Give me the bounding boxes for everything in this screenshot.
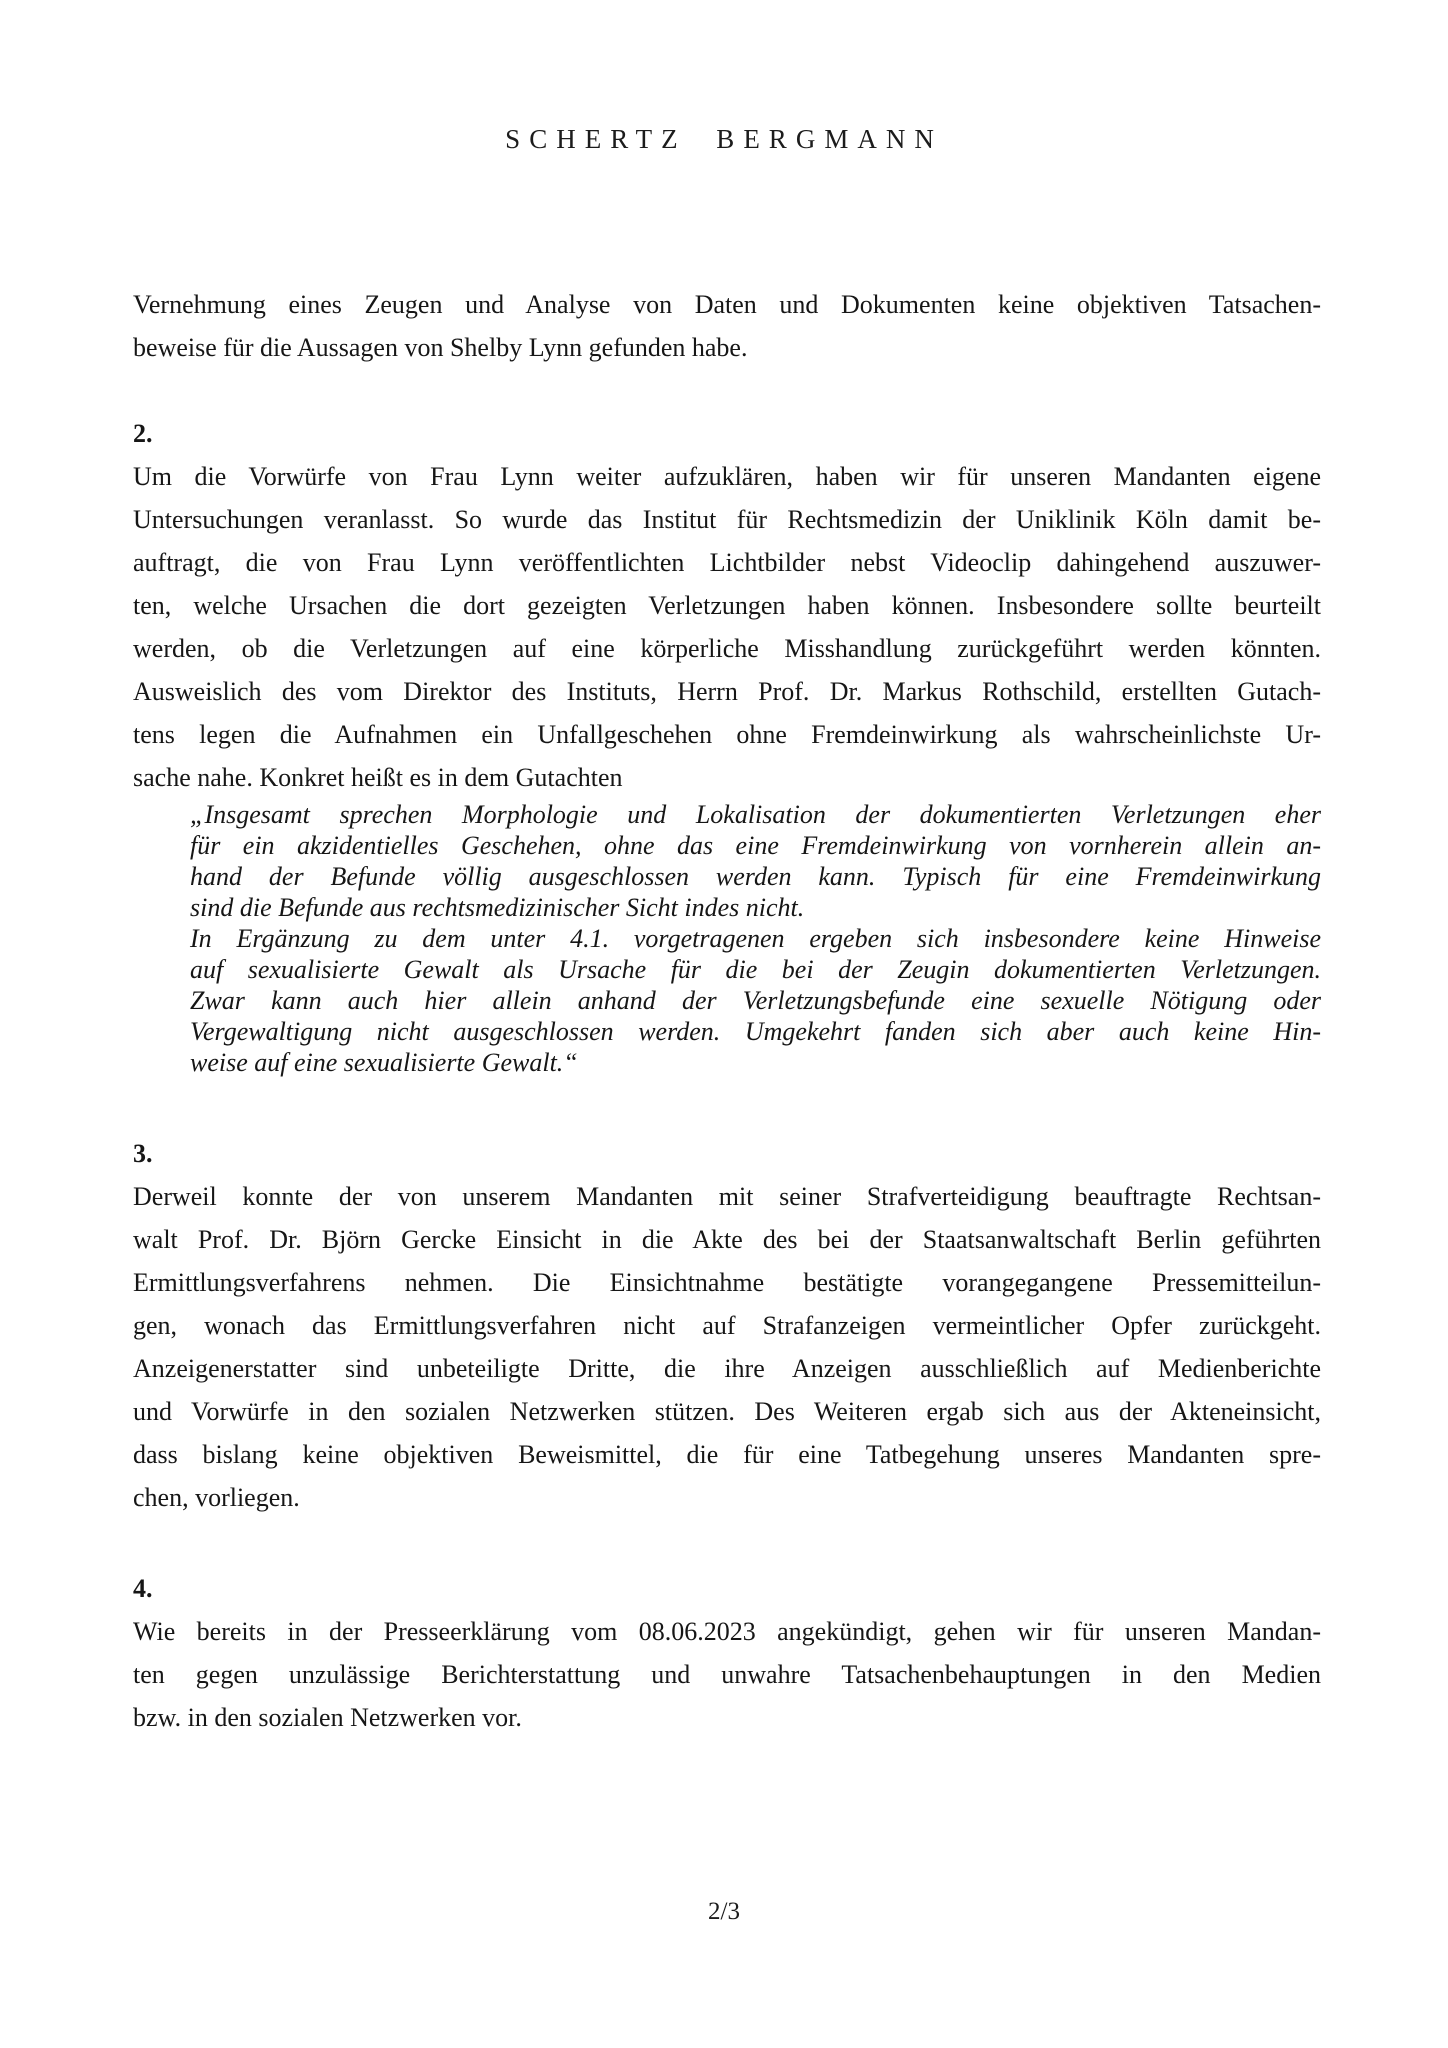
section-number: 4. bbox=[133, 1574, 153, 1603]
text-line: bzw. in den sozialen Netzwerken vor. bbox=[133, 1703, 522, 1732]
text-line: ten gegen unzulässige Berichterstattung und unwahre Tatsachenbehauptungen in den Medien bbox=[133, 1660, 1321, 1689]
text-line: und Vorwürfe in den sozialen Netzwerken stützen. Des Weiteren ergab sich aus der Akteneinsicht, bbox=[133, 1397, 1321, 1426]
text-line: weise auf eine sexualisierte Gewalt.“ bbox=[190, 1048, 578, 1077]
text-line: Vernehmung eines Zeugen und Analyse von Daten und Dokumenten keine objektiven Tatsachen- bbox=[133, 290, 1321, 319]
text-line: tens legen die Aufnahmen ein Unfallgeschehen ohne Fremdeinwirkung als wahrscheinlichste Ur- bbox=[133, 720, 1321, 749]
text-line: werden, ob die Verletzungen auf eine körperliche Misshandlung zurückgeführt werden könnten. bbox=[133, 634, 1321, 663]
paragraph-intro bbox=[133, 283, 1321, 369]
text-line: Zwar kann auch hier allein anhand der Verletzungsbefunde eine sexuelle Nötigung oder bbox=[190, 986, 1321, 1015]
page-number: 2/3 bbox=[708, 1898, 740, 1925]
text-line: auf sexualisierte Gewalt als Ursache für die bei der Zeugin dokumentierten Verletzungen. bbox=[190, 955, 1321, 984]
text-line: Anzeigenerstatter sind unbeteiligte Dritte, die ihre Anzeigen ausschließlich auf Medienberichte bbox=[133, 1354, 1321, 1383]
text-line: In Ergänzung zu dem unter 4.1. vorgetragenen ergeben sich insbesondere keine Hinweise bbox=[190, 924, 1321, 953]
text-line: auftragt, die von Frau Lynn veröffentlichten Lichtbilder nebst Videoclip dahingehend auszuwer- bbox=[133, 548, 1321, 577]
text-line: beweise für die Aussagen von Shelby Lynn gefunden habe. bbox=[133, 333, 748, 362]
expert-quote-block bbox=[133, 799, 1321, 923]
section-4 bbox=[133, 1567, 1321, 1739]
text-line: Um die Vorwürfe von Frau Lynn weiter aufzuklären, haben wir für unseren Mandanten eigene bbox=[133, 462, 1321, 491]
section-2 bbox=[133, 412, 1321, 1078]
section-number: 3. bbox=[133, 1139, 153, 1168]
text-line: Ausweislich des vom Direktor des Instituts, Herrn Prof. Dr. Markus Rothschild, erstellten Gutach- bbox=[133, 677, 1321, 706]
paragraph bbox=[133, 455, 1321, 799]
expert-quote-block bbox=[133, 923, 1321, 1078]
section-3 bbox=[133, 1132, 1321, 1519]
section-number: 2. bbox=[133, 419, 153, 448]
text-line: Vergewaltigung nicht ausgeschlossen werden. Umgekehrt fanden sich aber auch keine Hin- bbox=[190, 1017, 1321, 1046]
text-line: hand der Befunde völlig ausgeschlossen werden kann. Typisch für eine Fremdeinwirkung bbox=[190, 862, 1321, 891]
text-line: sind die Befunde aus rechtsmedizinischer Sicht indes nicht. bbox=[190, 893, 805, 922]
text-line: Derweil konnte der von unserem Mandanten mit seiner Strafverteidigung beauftragte Rechtsan- bbox=[133, 1182, 1321, 1211]
text-line: ten, welche Ursachen die dort gezeigten Verletzungen haben können. Insbesondere sollte beurteilt bbox=[133, 591, 1321, 620]
letterhead: SCHERTZ BERGMANN bbox=[505, 124, 943, 154]
text-line: gen, wonach das Ermittlungsverfahren nicht auf Strafanzeigen vermeintlicher Opfer zurückgeht. bbox=[133, 1311, 1321, 1340]
paragraph bbox=[133, 1610, 1321, 1739]
text-line: Wie bereits in der Presseerklärung vom 08.06.2023 angekündigt, gehen wir für unseren Mandan- bbox=[133, 1617, 1321, 1646]
paragraph bbox=[133, 1175, 1321, 1519]
text-line: für ein akzidentielles Geschehen, ohne das eine Fremdeinwirkung von vornherein allein an- bbox=[190, 831, 1321, 860]
text-line: Ermittlungsverfahrens nehmen. Die Einsichtnahme bestätigte vorangegangene Pressemitteilun- bbox=[133, 1268, 1321, 1297]
text-line: „Insgesamt sprechen Morphologie und Lokalisation der dokumentierten Verletzungen eher bbox=[190, 800, 1321, 829]
text-line: chen, vorliegen. bbox=[133, 1483, 300, 1512]
text-line: Untersuchungen veranlasst. So wurde das Institut für Rechtsmedizin der Uniklinik Köln damit be- bbox=[133, 505, 1321, 534]
text-line: walt Prof. Dr. Björn Gercke Einsicht in die Akte des bei der Staatsanwaltschaft Berlin geführten bbox=[133, 1225, 1321, 1254]
text-line: sache nahe. Konkret heißt es in dem Gutachten bbox=[133, 763, 623, 792]
text-line: dass bislang keine objektiven Beweismittel, die für eine Tatbegehung unseres Mandanten spre- bbox=[133, 1440, 1321, 1469]
document-body bbox=[133, 283, 1321, 1739]
